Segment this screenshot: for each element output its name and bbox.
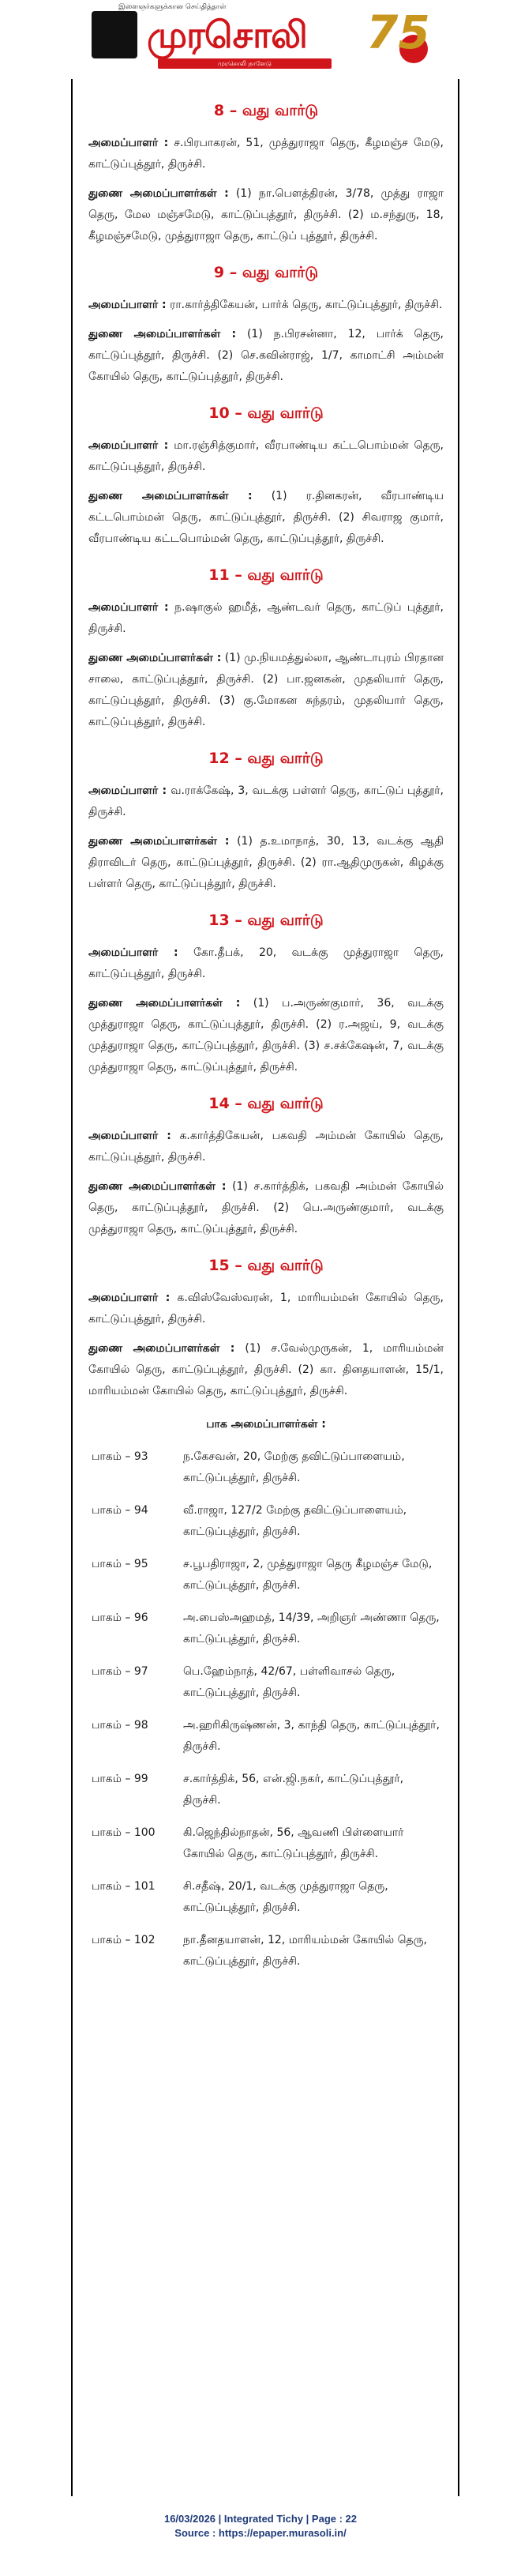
booth-row bbox=[88, 1554, 444, 1596]
deputy-label: துணை அமைப்பாளர்கள் : bbox=[88, 835, 230, 848]
organiser-entry bbox=[88, 942, 444, 985]
organiser-entry bbox=[88, 133, 444, 175]
deputy-entry bbox=[88, 486, 444, 550]
deputy-details: (1) ப.அருண்குமார், 36, வடக்கு முத்துராஜா தெரு, காட்டுப்புத்தூர், திருச்சி. (2) ர.அஜய், 9, வடக்கு முத்துராஜா தெரு, காட்டுப்புத்தூர், திருச்சி. (3) ச.சக்கேஷன், 7, வடக்கு முத்துராஜா தெரு, காட்டுப்புத்தூர், திருச்சி. bbox=[88, 997, 444, 1074]
booth-row bbox=[88, 1876, 444, 1919]
ward-block bbox=[88, 749, 444, 895]
logo-subtitle: முரசொலி நாளேடு bbox=[158, 58, 332, 69]
page-footer bbox=[0, 2512, 521, 2540]
masthead-tagline: இளைஞர்களுக்கான செய்தித்தாள் bbox=[118, 3, 227, 11]
organiser-label: அமைப்பாளர் : bbox=[88, 1130, 171, 1142]
ward-block bbox=[88, 566, 444, 733]
organiser-details: வ.ராக்கேஷ், 3, வடக்கு பள்ளர் தெரு, காட்டுப் புத்தூர், திருச்சி. bbox=[88, 784, 444, 818]
deputy-entry bbox=[88, 183, 444, 247]
article-body bbox=[88, 101, 444, 1984]
organiser-details: ச.பிரபாகரன், 51, முத்துராஜா தெரு, கீழமஞ்ச மேடு, காட்டுப்புத்தூர், திருச்சி. bbox=[88, 137, 444, 171]
booth-number: பாகம் – 96 bbox=[92, 1611, 148, 1624]
ward-title: 10 – வது வார்டு bbox=[208, 404, 324, 422]
deputy-details: (1) ச.கார்த்திக், பகவதி அம்மன் கோயில் தெரு, காட்டுப்புத்தூர், திருச்சி. (2) பெ.அருண்குமார், வடக்கு முத்துராஜா தெரு, காட்டுப்புத்தூர், திருச்சி. bbox=[88, 1180, 444, 1235]
footer-edition-line: 16/03/2026 | Integrated Tichy | Page : 22 bbox=[163, 2513, 358, 2525]
organiser-label: அமைப்பாளர் : bbox=[88, 601, 169, 614]
organiser-details: கோ.தீபக், 20, வடக்கு முத்துராஜா தெரு, காட்டுப்புத்தூர், திருச்சி. bbox=[88, 946, 444, 980]
booth-organiser: நா.தீனதயாளன், 12, மாரியம்மன் கோயில் தெரு, காட்டுப்புத்தூர், திருச்சி. bbox=[183, 1934, 428, 1968]
booth-row bbox=[88, 1769, 444, 1811]
footer-source-line[interactable]: Source : https://epaper.murasoli.in/ bbox=[174, 2527, 347, 2539]
organiser-details: க.கார்த்திகேயன், பகவதி அம்மன் கோயில் தெரு, காட்டுப்புத்தூர், திருச்சி. bbox=[88, 1130, 444, 1164]
deputy-entry bbox=[88, 648, 444, 733]
ward-title: 14 – வது வார்டு bbox=[208, 1095, 324, 1112]
booth-list bbox=[88, 1446, 444, 1972]
ward-title: 13 – வது வார்டு bbox=[208, 912, 324, 929]
deputy-details: (1) ந.பிரசன்னா, 12, பார்க் தெரு, காட்டுப்புத்தூர், திருச்சி. (2) செ.கவின்ராஜ், 1/7, காமாட்சி அம்மன் கோயில் தெரு, காட்டுப்புத்தூர், திருச்சி. bbox=[88, 328, 444, 383]
organiser-label: அமைப்பாளர் : bbox=[88, 439, 169, 452]
deputy-label: துணை அமைப்பாளர்கள் : bbox=[88, 328, 237, 340]
ward-list bbox=[88, 101, 444, 1402]
ward-block bbox=[88, 404, 444, 550]
booth-organiser: ந.கேசவன், 20, மேற்கு தவிட்டுப்பாளையம், காட்டுப்புத்தூர், திருச்சி. bbox=[183, 1450, 405, 1484]
ward-block bbox=[88, 1094, 444, 1240]
booth-number: பாகம் – 100 bbox=[92, 1826, 156, 1839]
deputy-details: (1) மு.நியமத்துல்லா, ஆண்டாபுரம் பிரதான சாலை, காட்டுப்புத்தூர், திருச்சி. (2) பா.ஜனகன், முதலியார் தெரு, காட்டுப்புத்தூர், திருச்சி. (3) கு.மோகன சுந்தரம், முதலியார் தெரு, காட்டுப்புத்தூர், திருச்சி. bbox=[88, 652, 444, 728]
deputy-entry bbox=[88, 831, 444, 895]
booth-organiser: வீ.ராஜா, 127/2 மேற்கு தவிட்டுப்பாளையம், காட்டுப்புத்தூர், திருச்சி. bbox=[183, 1504, 407, 1538]
organiser-entry bbox=[88, 1288, 444, 1330]
organiser-entry bbox=[88, 780, 444, 823]
booth-organiser: பெ.ஹேம்நாத், 42/67, பள்ளிவாசல் தெரு, காட்டுப்புத்தூர், திருச்சி. bbox=[183, 1665, 395, 1699]
booth-row bbox=[88, 1715, 444, 1758]
booth-row bbox=[88, 1822, 444, 1865]
booth-row bbox=[88, 1500, 444, 1543]
anniversary-emblem bbox=[362, 3, 433, 70]
anniversary-number: 75 bbox=[366, 6, 430, 59]
deputy-label: துணை அமைப்பாளர்கள் : bbox=[88, 187, 229, 200]
booth-row bbox=[88, 1661, 444, 1704]
deputy-entry bbox=[88, 1176, 444, 1240]
booth-row bbox=[88, 1446, 444, 1489]
booth-organiser: அ.ஹரிகிருஷ்ணன், 3, காந்தி தெரு, காட்டுப்புத்தூர், திருச்சி. bbox=[183, 1719, 440, 1753]
deputy-label: துணை அமைப்பாளர்கள் : bbox=[88, 1342, 235, 1355]
booth-number: பாகம் – 98 bbox=[92, 1719, 148, 1732]
deputy-entry bbox=[88, 993, 444, 1078]
organiser-label: அமைப்பாளர் : bbox=[88, 299, 167, 311]
deputy-details: (1) ச.வேல்முருகன், 1, மாரியம்மன் கோயில் தெரு, காட்டுப்புத்தூர், திருச்சி. (2) கா. தினதயாளன், 15/1, மாரியம்மன் கோயில் தெரு, காட்டுப்புத்தூர், திருச்சி. bbox=[88, 1342, 444, 1397]
organiser-label: அமைப்பாளர் : bbox=[88, 137, 169, 149]
ward-title: 12 – வது வார்டு bbox=[208, 750, 324, 767]
ward-title: 9 – வது வார்டு bbox=[213, 264, 319, 281]
organiser-entry bbox=[88, 435, 444, 478]
deputy-entry bbox=[88, 1338, 444, 1402]
organiser-details: ந.ஷாகுல் ஹமீத், ஆண்டவர் தெரு, காட்டுப் புத்தூர், திருச்சி. bbox=[88, 601, 444, 635]
booth-number: பாகம் – 101 bbox=[92, 1880, 156, 1893]
newspaper-logo: முரசொலி bbox=[147, 13, 307, 56]
booth-organiser: கி.ஜெந்தில்நாதன், 56, ஆவணி பிள்ளையார் கோயில் தெரு, காட்டுப்புத்தூர், திருச்சி. bbox=[183, 1826, 404, 1860]
booth-number: பாகம் – 93 bbox=[92, 1450, 148, 1463]
organiser-label: அமைப்பாளர் : bbox=[88, 1292, 171, 1304]
deputy-label: துணை அமைப்பாளர்கள் : bbox=[88, 1180, 227, 1193]
booth-number: பாகம் – 95 bbox=[92, 1558, 148, 1570]
masthead bbox=[85, 0, 433, 73]
logo-emblem-icon bbox=[92, 11, 137, 58]
ward-block bbox=[88, 101, 444, 247]
booth-row bbox=[88, 1930, 444, 1972]
booth-number: பாகம் – 102 bbox=[92, 1934, 156, 1946]
booth-organiser: சி.சதீஷ், 20/1, வடக்கு முத்துராஜா தெரு, காட்டுப்புத்தூர், திருச்சி. bbox=[183, 1880, 388, 1914]
organiser-entry bbox=[88, 597, 444, 640]
booth-organiser: ச.கார்த்திக், 56, என்.ஜி.நகர், காட்டுப்புத்தூர், திருச்சி. bbox=[183, 1773, 404, 1807]
deputy-details: (1) த.உமாநாத், 30, 13, வடக்கு ஆதி திராவிடர் தெரு, காட்டுப்புத்தூர், திருச்சி. (2) ரா.ஆதிமுருகன், கிழக்கு பள்ளர் தெரு, காட்டுப்புத்தூர், திருச்சி. bbox=[88, 835, 444, 890]
booth-number: பாகம் – 99 bbox=[92, 1773, 148, 1785]
booth-number: பாகம் – 94 bbox=[92, 1504, 148, 1517]
deputy-details: (1) நா.பௌத்திரன், 3/78, முத்து ராஜா தெரு, மேல மஞ்சமேடு, காட்டுப்புத்தூர், திருச்சி. (2) ம.சந்துரு, 18, கீழமஞ்சமேடு, முத்துராஜா தெரு, காட்டுப் புத்தூர், திருச்சி. bbox=[88, 187, 444, 243]
booth-heading: பாக அமைப்பாளர்கள் : bbox=[206, 1418, 326, 1431]
organiser-entry bbox=[88, 295, 444, 316]
deputy-entry bbox=[88, 324, 444, 388]
booth-row bbox=[88, 1608, 444, 1650]
ward-title: 8 – வது வார்டு bbox=[213, 102, 319, 119]
booth-number: பாகம் – 97 bbox=[92, 1665, 148, 1678]
ward-title: 11 – வது வார்டு bbox=[208, 566, 324, 584]
ward-block bbox=[88, 263, 444, 388]
deputy-details: (1) ர.தினகரன், வீரபாண்டிய கட்டபொம்மன் தெரு, காட்டுப்புத்தூர், திருச்சி. (2) சிவராஜ குமார், வீரபாண்டிய கட்டபொம்மன் தெரு, காட்டுப்புத்தூர், திருச்சி. bbox=[88, 490, 444, 545]
deputy-label: துணை அமைப்பாளர்கள் : bbox=[88, 652, 222, 664]
deputy-label: துணை அமைப்பாளர்கள் : bbox=[88, 490, 253, 502]
organiser-label: அமைப்பாளர் : bbox=[88, 784, 167, 797]
deputy-label: துணை அமைப்பாளர்கள் : bbox=[88, 997, 241, 1010]
ward-title: 15 – வது வார்டு bbox=[208, 1257, 324, 1274]
booth-organiser: அ.பைஸ்அஹமத், 14/39, அறிஞர் அண்ணா தெரு, காட்டுப்புத்தூர், திருச்சி. bbox=[183, 1611, 440, 1645]
organiser-details: மா.ரஞ்சித்குமார், வீரபாண்டிய கட்டபொம்மன் தெரு, காட்டுப்புத்தூர், திருச்சி. bbox=[88, 439, 444, 473]
ward-block bbox=[88, 1256, 444, 1402]
organiser-details: ரா.கார்த்திகேயன், பார்க் தெரு, காட்டுப்புத்தூர், திருச்சி. bbox=[170, 299, 443, 311]
organiser-entry bbox=[88, 1126, 444, 1168]
organiser-details: க.விஸ்வேஸ்வரன், 1, மாரியம்மன் கோயில் தெரு, காட்டுப்புத்தூர், திருச்சி. bbox=[88, 1292, 444, 1326]
organiser-label: அமைப்பாளர் : bbox=[88, 946, 178, 959]
booth-organiser: ச.பூபதிராஜா, 2, முத்துராஜா தெரு கீழமஞ்ச மேடு, காட்டுப்புத்தூர், திருச்சி. bbox=[183, 1558, 433, 1592]
ward-block bbox=[88, 911, 444, 1078]
